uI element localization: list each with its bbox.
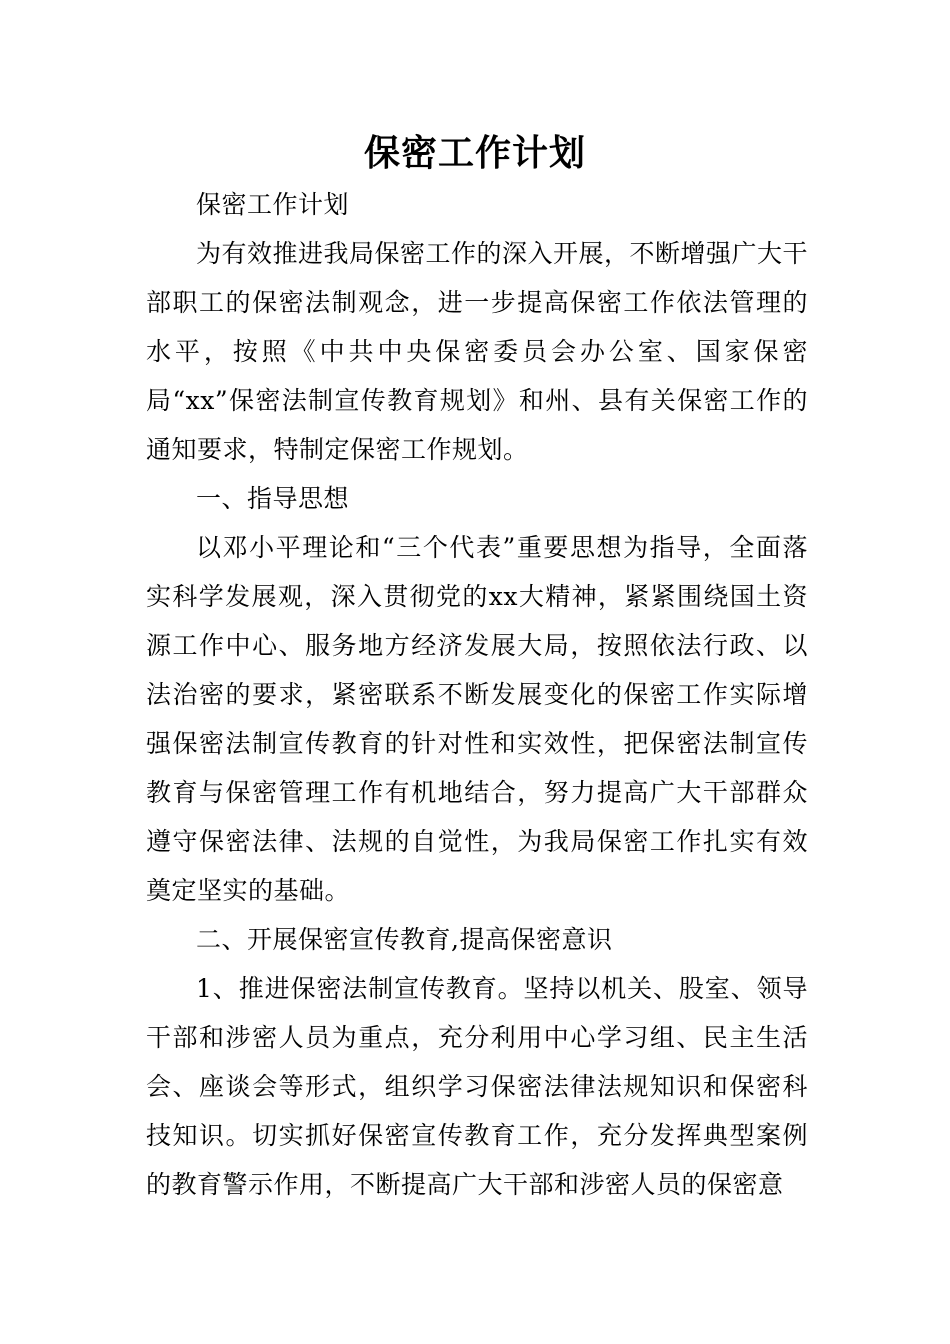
section-heading-education: 二、开展保密宣传教育,提高保密意识: [196, 925, 613, 954]
paragraph-intro: 为有效推进我局保密工作的深入开展，不断增强广大干部职工的保密法制观念，进一步提高保密工作依法管理的水平，按照《中共中央保密委员会办公室、国家保密局“xx”保密法制宣传教育规划》和州、县有关保密工作的通知要求，特制定保密工作规划。: [146, 239, 809, 464]
paragraph-education-item-1: 1、推进保密法制宣传教育。坚持以机关、股室、领导干部和涉密人员为重点，充分利用中心学习组、民主生活会、座谈会等形式，组织学习保密法律法规知识和保密科技知识。切实抓好保密宣传教育工作，充分发挥典型案例的教育警示作用，不断提高广大干部和涉密人员的保密意: [146, 974, 808, 1199]
paragraph-subtitle: 保密工作计划: [196, 190, 350, 219]
section-heading-guiding-ideology: 一、指导思想: [196, 484, 350, 513]
document-title: 保密工作计划: [363, 132, 586, 174]
document-body: [146, 180, 808, 1209]
paragraph-guiding-ideology: 以邓小平理论和“三个代表”重要思想为指导，全面落实科学发展观，深入贯彻党的xx大精神，紧紧围绕国土资源工作中心、服务地方经济发展大局，按照依法行政、以法治密的要求，紧密联系不断发展变化的保密工作实际增强保密法制宣传教育的针对性和实效性，把保密法制宣传教育与保密管理工作有机地结合，努力提高广大干部群众遵守保密法律、法规的自觉性，为我局保密工作扎实有效奠定坚实的基础。: [146, 533, 808, 905]
